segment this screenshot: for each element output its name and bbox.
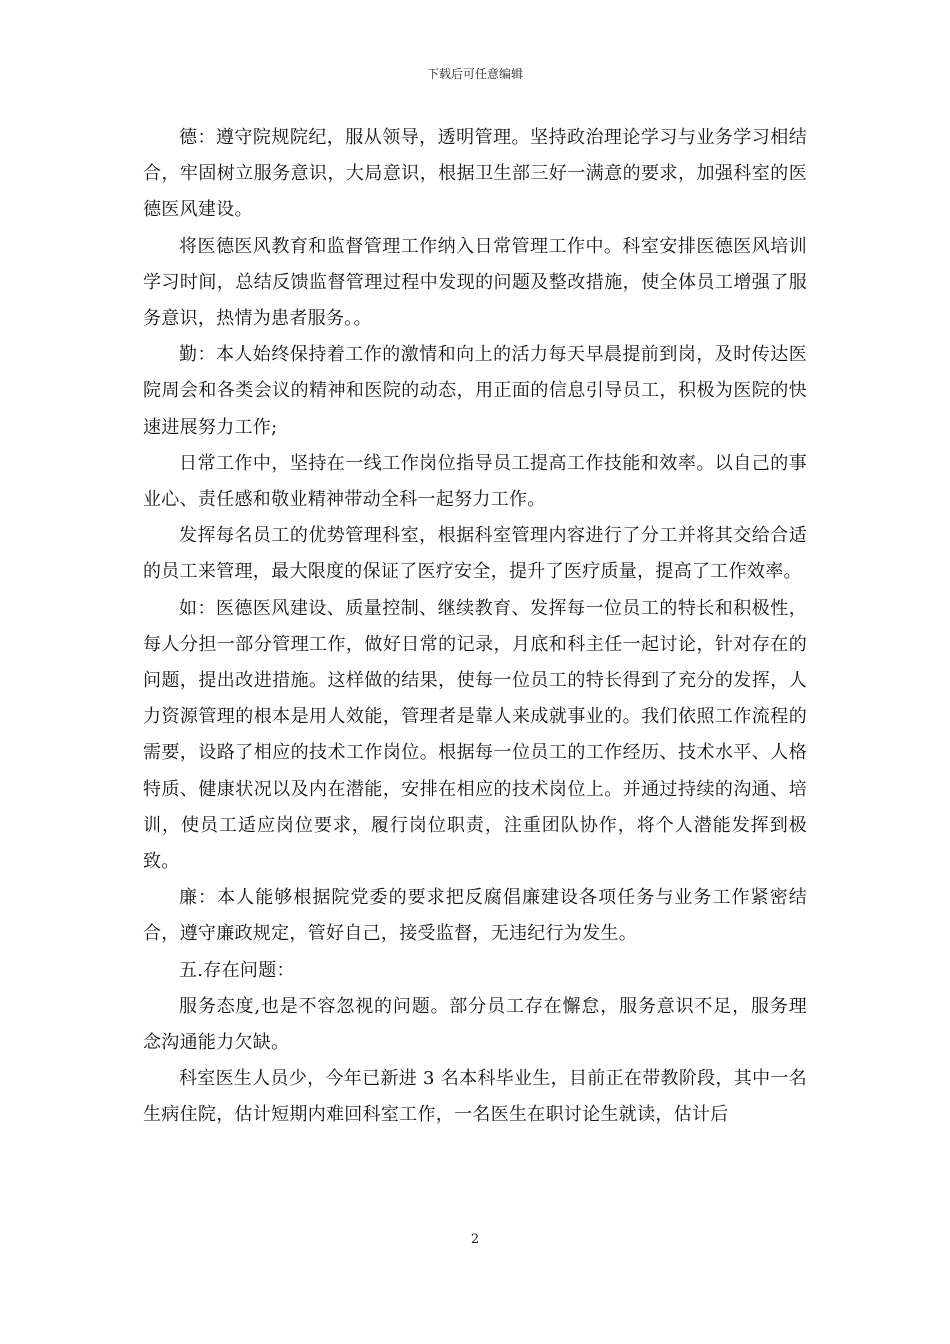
document-body [143, 120, 807, 1134]
paragraph-integrity: 廉：本人能够根据院党委的要求把反腐倡廉建设各项任务与业务工作紧密结合，遵守廉政规定，管好自己，接受监督，无违纪行为发生。 [143, 887, 807, 945]
paragraph-staffing: 科室医生人员少，今年已新进 3 名本科毕业生，目前正在带教阶段，其中一名生病住院，估计短期内难回科室工作，一名医生在职讨论生就读，估计后 [143, 1068, 807, 1126]
section-heading-problems: 五.存在问题： [179, 959, 295, 981]
paragraph-staff-strengths: 发挥每名员工的优势管理科室，根据科室管理内容进行了分工并将其交给合适的员工来管理，最大限度的保证了医疗安全，提升了医疗质量，提高了工作效率。 [143, 525, 807, 583]
paragraph-service-attitude: 服务态度,也是不容忽视的问题。部分员工存在懈怠，服务意识不足，服务理念沟通能力欠缺。 [143, 995, 807, 1054]
paragraph-daily-work: 日常工作中，坚持在一线工作岗位指导员工提高工作技能和效率。以自己的事业心、责任感和敬业精神带动全科一起努力工作。 [143, 452, 807, 511]
page-header: 下载后可任意编辑 [426, 67, 523, 81]
paragraph-example: 如：医德医风建设、质量控制、继续教育、发挥每一位员工的特长和积极性，每人分担一部分管理工作，做好日常的记录，月底和科主任一起讨论，针对存在的问题，提出改进措施。这样做的结果，使每一位员工的特长得到了充分的发挥，人力资源管理的根本是用人效能，管理者是靠人来成就事业的。我们依照工作流程的需要，设路了相应的技术工作岗位。根据每一位员工的工作经历、技术水平、人格特质、健康状况以及内在潜能，安排在相应的技术岗位上。并通过持续的沟通、培训，使员工适应岗位要求，履行岗位职责，注重团队协作，将个人潜能发挥到极致。 [143, 597, 807, 873]
page-number: 2 [470, 1232, 480, 1247]
paragraph-ethics-education: 将医德医风教育和监督管理工作纳入日常管理工作中。科室安排医德医风培训学习时间，总结反馈监督管理过程中发现的问题及整改措施，使全体员工增强了服务意识，热情为患者服务。。 [143, 235, 807, 330]
paragraph-virtue: 德：遵守院规院纪，服从领导，透明管理。坚持政治理论学习与业务学习相结合，牢固树立服务意识，大局意识，根据卫生部三好一满意的要求，加强科室的医德医风建设。 [143, 127, 807, 221]
paragraph-diligence: 勤：本人始终保持着工作的激情和向上的活力每天早晨提前到岗，及时传达医院周会和各类会议的精神和医院的动态，用正面的信息引导员工，积极为医院的快速进展努力工作; [143, 344, 807, 438]
